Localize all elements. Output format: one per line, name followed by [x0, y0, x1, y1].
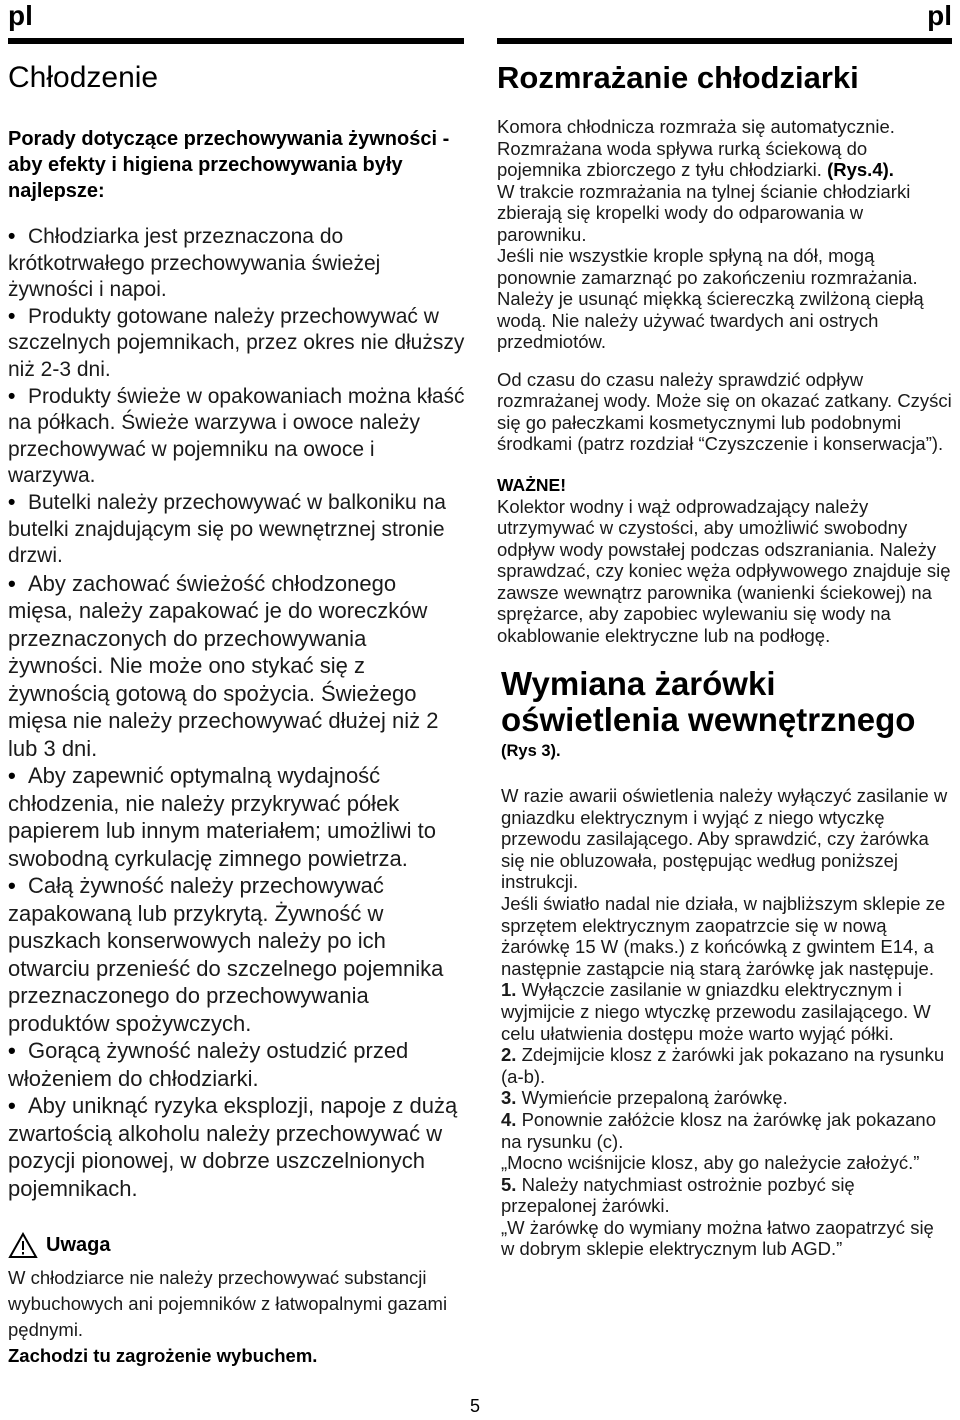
left-column: [8, 58, 466, 1369]
bullet-icon: •: [8, 873, 16, 899]
bullet-icon: •: [8, 570, 16, 596]
step-item: 2. Zdejmijcie klosz z żarówki jak pokazano na rysunku (a-b).: [501, 1044, 945, 1087]
figure-reference-bulb: (Rys 3).: [501, 742, 561, 760]
step-quote: „Mocno wciśnijcie klosz, aby go należycie założyć.”: [501, 1152, 920, 1174]
bullet-icon: •: [8, 384, 16, 408]
important-label: WAŻNE!: [497, 474, 567, 495]
bullet-icon: •: [8, 1038, 16, 1064]
list-item: • Aby zapewnić optymalną wydajność chłodzenia, nie należy przykrywać półek papierem lub innym materiałem; umożliwi to swobodną cyrkulację zimnego powietrza.: [8, 763, 436, 871]
bullet-icon: •: [8, 490, 16, 514]
list-item: • Produkty gotowane należy przechowywać w szczelnych pojemnikach, przez okres nie dłuższy niż 2-3 dni.: [8, 304, 465, 381]
page-number: 5: [470, 1396, 481, 1416]
language-label-left: pl: [8, 0, 33, 31]
bullet-icon: •: [8, 763, 16, 789]
header-rule-left: [8, 38, 464, 44]
language-label-right: pl: [927, 0, 952, 31]
list-item: • Produkty świeże w opakowaniach można kłaść na półkach. Świeże warzywa i owoce należy przechowywać w pojemniku na owoce i warzywa.: [8, 384, 465, 488]
storage-tips-list: [8, 224, 466, 1202]
bullet-icon: •: [8, 225, 16, 248]
list-item: • Gorącą żywność należy ostudzić przed włożeniem do chłodziarki.: [8, 1038, 409, 1091]
section-title-defrosting: Rozmrażanie chłodziarki: [497, 60, 859, 95]
defrost-paragraph-3: Jeśli nie wszystkie krople spłyną na dół, mogą ponownie zamarznąć po zakończeniu rozmrażania. Należy je usunąć miękką ściereczką zwilżoną ciepłą wodą. Nie należy używać twardych ani ostrych przedmiotów.: [497, 245, 924, 352]
figure-reference: (Rys.4).: [827, 159, 894, 180]
bulb-paragraph-2: Jeśli światło nadal nie działa, w najbliższym sklepie ze sprzętem elektrycznym zaopatrzcie się w nową żarówkę 15 W (maks.) z końcówką z gwintem E14, a następnie zastąpcie nią starą żarówkę jak następuje.: [501, 892, 946, 979]
warning-title: Uwaga: [46, 1234, 111, 1257]
important-paragraph: Kolektor wodny i wąż odprowadzający należy utrzymywać w czystości, aby umożliwić swobodny odpływ wody powstałej podczas odszraniania. Należy sprawdzać, czy koniec węża odpływowego znajduje się zawsze wewnątrz parownika (wanienki ściekowej) na sprężarce, aby zapobiec wylewaniu się wody na okablowanie elektryczne lub na podłogę.: [497, 495, 951, 646]
defrost-paragraph-1: Komora chłodnicza rozmraża się automatycznie. Rozmrażana woda spływa rurką ściekową do pojemnika zbiorczego z tyłu chłodziarki. (Rys.4).: [497, 116, 895, 180]
warning-heading: [8, 1232, 466, 1259]
list-item: • Aby zachować świeżość chłodzonego mięsa, należy zapakować je do woreczków przeznaczonych do przechowywania żywności. Nie może ono stykać się z żywnością gotową do spożycia. Świeżego mięsa nie należy przechowywać dłużej niż 2 lub 3 dni.: [8, 570, 439, 761]
warning-text: W chłodziarce nie należy przechowywać substancji wybuchowych ani pojemników z łatwopalnymi gazami pędnymi.: [8, 1267, 448, 1341]
step-item: 1. Wyłączcie zasilanie w gniazdku elektrycznym i wyjmijcie z niego wtyczkę przewodu zasilającego. W celu ułatwienia dostępu może warto wyjąć półki.: [501, 979, 931, 1044]
bullet-icon: •: [8, 304, 16, 328]
list-item: • Całą żywność należy przechowywać zapakowaną lub przykrytą. Żywność w puszkach konserwowych należy po ich otwarciu przenieść do szczelnego pojemnika przeznaczonego do przechowywania produktów spożywczych.: [8, 873, 444, 1036]
bullet-icon: •: [8, 1093, 16, 1119]
defrost-paragraph-2: W trakcie rozmrażania na tylnej ścianie chłodziarki zbierają się kropelki wody do odparowania w parowniku.: [497, 180, 911, 245]
bulb-paragraph-1: W razie awarii oświetlenia należy wyłączyć zasilanie w gniazdku elektrycznym i wyjąć z niego wtyczkę przewodu zasilającego. Aby sprawdzić, czy żarówka się nie obluzowała, postępując według poniższej instrukcji.: [501, 785, 948, 893]
drain-check-paragraph: Od czasu do czasu należy sprawdzić odpływ rozmrażanej wody. Może się on okazać zatkany. Czyści się go pałeczkami kosmetycznymi lub podobnymi środkami (patrz rozdział “Czyszczenie i konserwacja”).: [497, 368, 952, 454]
header-rule-right: [497, 38, 952, 44]
section-title-bulb-replacement: Wymiana żarówki oświetlenia wewnętrznego: [501, 665, 916, 738]
list-item: • Chłodziarka jest przeznaczona do krótkotrwałego przechowywania świeżej żywności i napoi.: [8, 225, 381, 302]
step-quote: „W żarówkę do wymiany można łatwo zaopatrzyć się w dobrym sklepie elektrycznym lub AGD.”: [501, 1216, 934, 1260]
step-item: 4. Ponownie załóżcie klosz na żarówkę jak pokazano na rysunku (c).: [501, 1108, 937, 1152]
section-title-cooling: Chłodzenie: [8, 61, 159, 94]
storage-tips-heading: Porady dotyczące przechowywania żywności - aby efekty i higiena przechowywania były najlepsze:: [8, 128, 450, 202]
step-item: 3. Wymieńcie przepaloną żarówkę.: [501, 1087, 788, 1109]
bulb-instructions: [497, 785, 952, 1260]
right-column: [497, 58, 952, 1260]
step-item: 5. Należy natychmiast ostrożnie pozbyć się przepalonej żarówki.: [501, 1173, 855, 1217]
warning-triangle-icon: [8, 1232, 38, 1259]
warning-emphasis: Zachodzi tu zagrożenie wybuchem.: [8, 1345, 318, 1367]
list-item: • Butelki należy przechowywać w balkoniku na butelki znajdującym się po wewnętrznej stronie drzwi.: [8, 490, 446, 568]
list-item: • Aby uniknąć ryzyka eksplozji, napoje z dużą zwartością alkoholu należy przechowywać w pozycji pionowej, w dobrze uszczelnionych pojemnikach.: [8, 1093, 458, 1201]
